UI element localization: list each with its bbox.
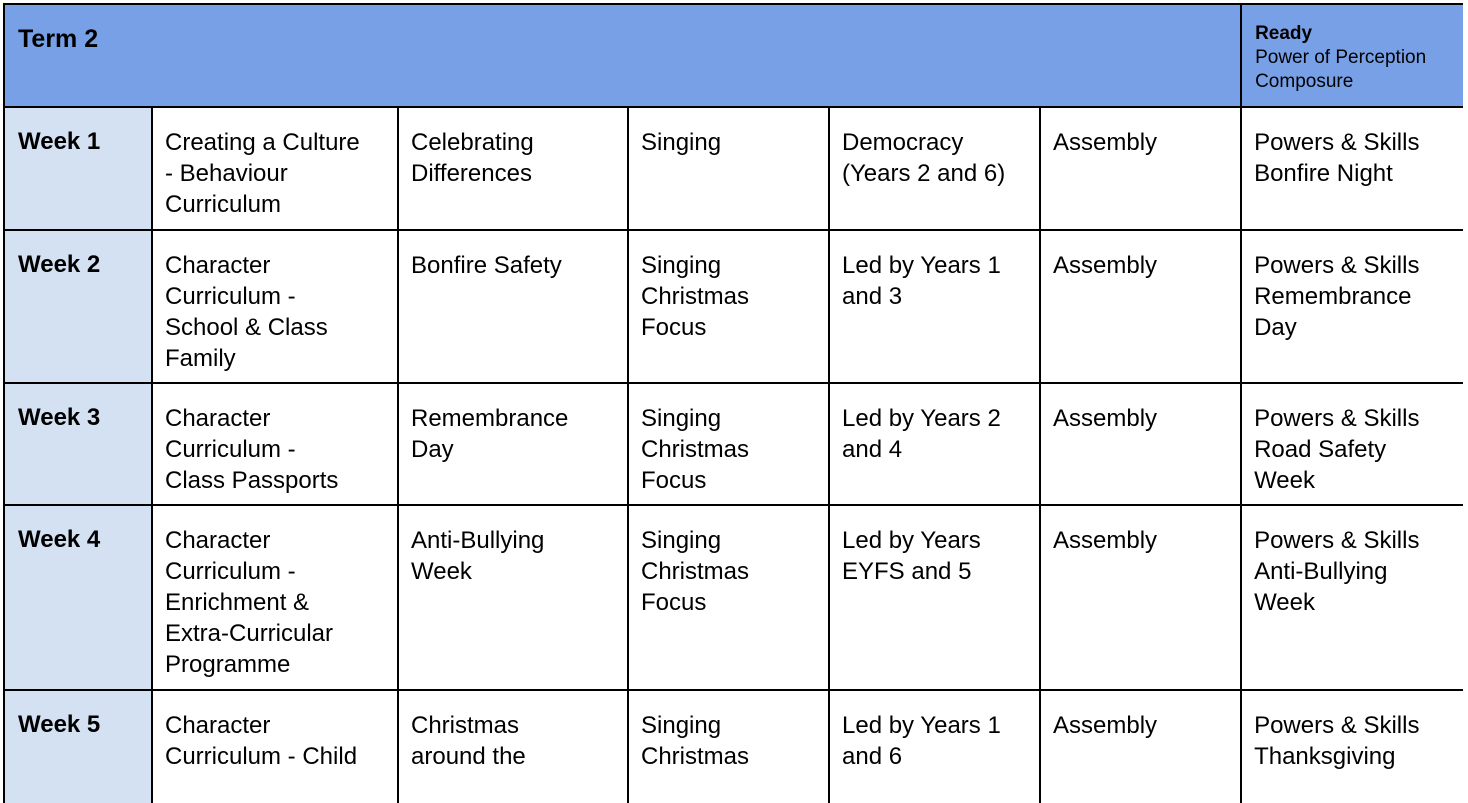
cell-text-line: Class Passports xyxy=(165,467,339,494)
cell-text-line: Remembrance xyxy=(411,405,569,432)
cell-text-line: Bonfire Safety xyxy=(411,252,562,279)
cell-text-line: Celebrating xyxy=(411,129,534,156)
week-rows xyxy=(4,107,1463,803)
week-label-cell[interactable]: Week 3 xyxy=(4,383,152,505)
powers-skills-cell[interactable] xyxy=(1241,230,1463,383)
cell-text-line: Assembly xyxy=(1053,129,1158,156)
cell-text-line: Assembly xyxy=(1053,527,1158,554)
cell-text-line: - Behaviour xyxy=(165,160,288,187)
cell-text-line: Christmas xyxy=(641,283,750,310)
cell-text-line: Day xyxy=(1254,314,1297,341)
powers-skills-cell[interactable] xyxy=(1241,107,1463,230)
cell-text-line: around the xyxy=(411,743,526,770)
cell-text-line: Character xyxy=(165,527,271,554)
cell-text-line: Christmas xyxy=(641,436,750,463)
democracy-led-by-cell[interactable] xyxy=(829,505,1040,690)
term-header-row xyxy=(4,4,1463,107)
cell-text-line: Character xyxy=(165,252,271,279)
cell-text-line: Week xyxy=(1254,589,1315,616)
cell-text-line: Curriculum - Child xyxy=(165,743,358,770)
week-label-cell[interactable]: Week 5 xyxy=(4,690,152,803)
cell-text-line: Creating a Culture xyxy=(165,129,360,156)
week-label-cell[interactable]: Week 1 xyxy=(4,107,152,230)
assembly-cell[interactable] xyxy=(1040,107,1241,230)
theme-cell[interactable] xyxy=(398,230,628,383)
cell-text-line: Day xyxy=(411,436,454,463)
cell-text-line: Singing xyxy=(641,405,722,432)
status-label: Ready xyxy=(1255,23,1313,44)
democracy-led-by-cell[interactable] xyxy=(829,107,1040,230)
cell-text-line: Led by Years 2 xyxy=(842,405,1001,432)
cell-text-line: Curriculum xyxy=(165,191,282,218)
assembly-cell[interactable] xyxy=(1040,505,1241,690)
democracy-led-by-cell[interactable] xyxy=(829,230,1040,383)
status-line: Composure xyxy=(1255,71,1354,92)
cell-text-line: Anti-Bullying xyxy=(1254,558,1388,585)
powers-skills-cell[interactable] xyxy=(1241,505,1463,690)
cell-text-line: (Years 2 and 6) xyxy=(842,160,1006,187)
cell-text-line: Singing xyxy=(641,129,722,156)
schedule-sheet xyxy=(3,3,1463,803)
singing-cell[interactable] xyxy=(628,107,829,230)
theme-cell[interactable] xyxy=(398,690,628,803)
democracy-led-by-cell[interactable] xyxy=(829,383,1040,505)
cell-text-line: and 4 xyxy=(842,436,903,463)
week-row xyxy=(4,505,1463,690)
cell-text-line: Character xyxy=(165,712,271,739)
cell-text-line: and 6 xyxy=(842,743,903,770)
cell-text-line: Curriculum - xyxy=(165,436,296,463)
term-title[interactable]: Term 2 xyxy=(4,4,1241,107)
cell-text-line: Anti-Bullying xyxy=(411,527,545,554)
cell-text-line: Christmas xyxy=(641,558,750,585)
cell-text-line: Assembly xyxy=(1053,405,1158,432)
character-curriculum-cell[interactable] xyxy=(152,690,398,803)
week-row xyxy=(4,230,1463,383)
cell-text-line: Led by Years 1 xyxy=(842,712,1001,739)
cell-text-line: Focus xyxy=(641,314,707,341)
cell-text-line: Extra-Curricular xyxy=(165,620,334,647)
character-curriculum-cell[interactable] xyxy=(152,383,398,505)
cell-text-line: Enrichment & xyxy=(165,589,310,616)
cell-text-line: Week xyxy=(1254,467,1315,494)
cell-text-line: Led by Years xyxy=(842,527,981,554)
singing-cell[interactable] xyxy=(628,505,829,690)
week-row xyxy=(4,383,1463,505)
powers-skills-cell[interactable] xyxy=(1241,690,1463,803)
cell-text-line: Thanksgiving xyxy=(1254,743,1396,770)
theme-cell[interactable] xyxy=(398,505,628,690)
cell-text-line: Singing xyxy=(641,712,722,739)
week-label-cell[interactable]: Week 4 xyxy=(4,505,152,690)
cell-text-line: Democracy xyxy=(842,129,964,156)
cell-text-line: EYFS and 5 xyxy=(842,558,972,585)
cell-text-line: Assembly xyxy=(1053,252,1158,279)
character-curriculum-cell[interactable] xyxy=(152,505,398,690)
assembly-cell[interactable] xyxy=(1040,690,1241,803)
character-curriculum-cell[interactable] xyxy=(152,230,398,383)
cell-text-line: Differences xyxy=(411,160,532,187)
theme-cell[interactable] xyxy=(398,107,628,230)
term-schedule-table xyxy=(3,3,1463,803)
cell-text-line: Powers & Skills xyxy=(1254,129,1420,156)
powers-skills-cell[interactable] xyxy=(1241,383,1463,505)
cell-text-line: Character xyxy=(165,405,271,432)
singing-cell[interactable] xyxy=(628,383,829,505)
cell-text-line: Road Safety xyxy=(1254,436,1387,463)
cell-text-line: Family xyxy=(165,345,236,372)
cell-text-line: Powers & Skills xyxy=(1254,527,1420,554)
cell-text-line: Week xyxy=(411,558,472,585)
cell-text-line: Curriculum - xyxy=(165,558,296,585)
cell-text-line: Powers & Skills xyxy=(1254,405,1420,432)
cell-text-line: and 3 xyxy=(842,283,903,310)
assembly-cell[interactable] xyxy=(1040,230,1241,383)
week-row xyxy=(4,690,1463,803)
cell-text-line: Remembrance xyxy=(1254,283,1412,310)
week-row xyxy=(4,107,1463,230)
cell-text-line: Christmas xyxy=(411,712,520,739)
democracy-led-by-cell[interactable] xyxy=(829,690,1040,803)
week-label-cell[interactable]: Week 2 xyxy=(4,230,152,383)
singing-cell[interactable] xyxy=(628,690,829,803)
cell-text-line: Singing xyxy=(641,527,722,554)
cell-text-line: Bonfire Night xyxy=(1254,160,1393,187)
cell-text-line: Singing xyxy=(641,252,722,279)
cell-text-line: Powers & Skills xyxy=(1254,712,1420,739)
assembly-cell[interactable] xyxy=(1040,383,1241,505)
cell-text-line: Curriculum - xyxy=(165,283,296,310)
cell-text-line: Led by Years 1 xyxy=(842,252,1001,279)
status-line: Power of Perception xyxy=(1255,47,1427,68)
cell-text-line: School & Class xyxy=(165,314,328,341)
cell-text-line: Powers & Skills xyxy=(1254,252,1420,279)
cell-text-line: Assembly xyxy=(1053,712,1158,739)
singing-cell[interactable] xyxy=(628,230,829,383)
theme-cell[interactable] xyxy=(398,383,628,505)
term-status-cell[interactable] xyxy=(1241,4,1463,107)
cell-text-line: Programme xyxy=(165,651,291,678)
character-curriculum-cell[interactable] xyxy=(152,107,398,230)
cell-text-line: Christmas xyxy=(641,743,750,770)
cell-text-line: Focus xyxy=(641,467,707,494)
cell-text-line: Focus xyxy=(641,589,707,616)
